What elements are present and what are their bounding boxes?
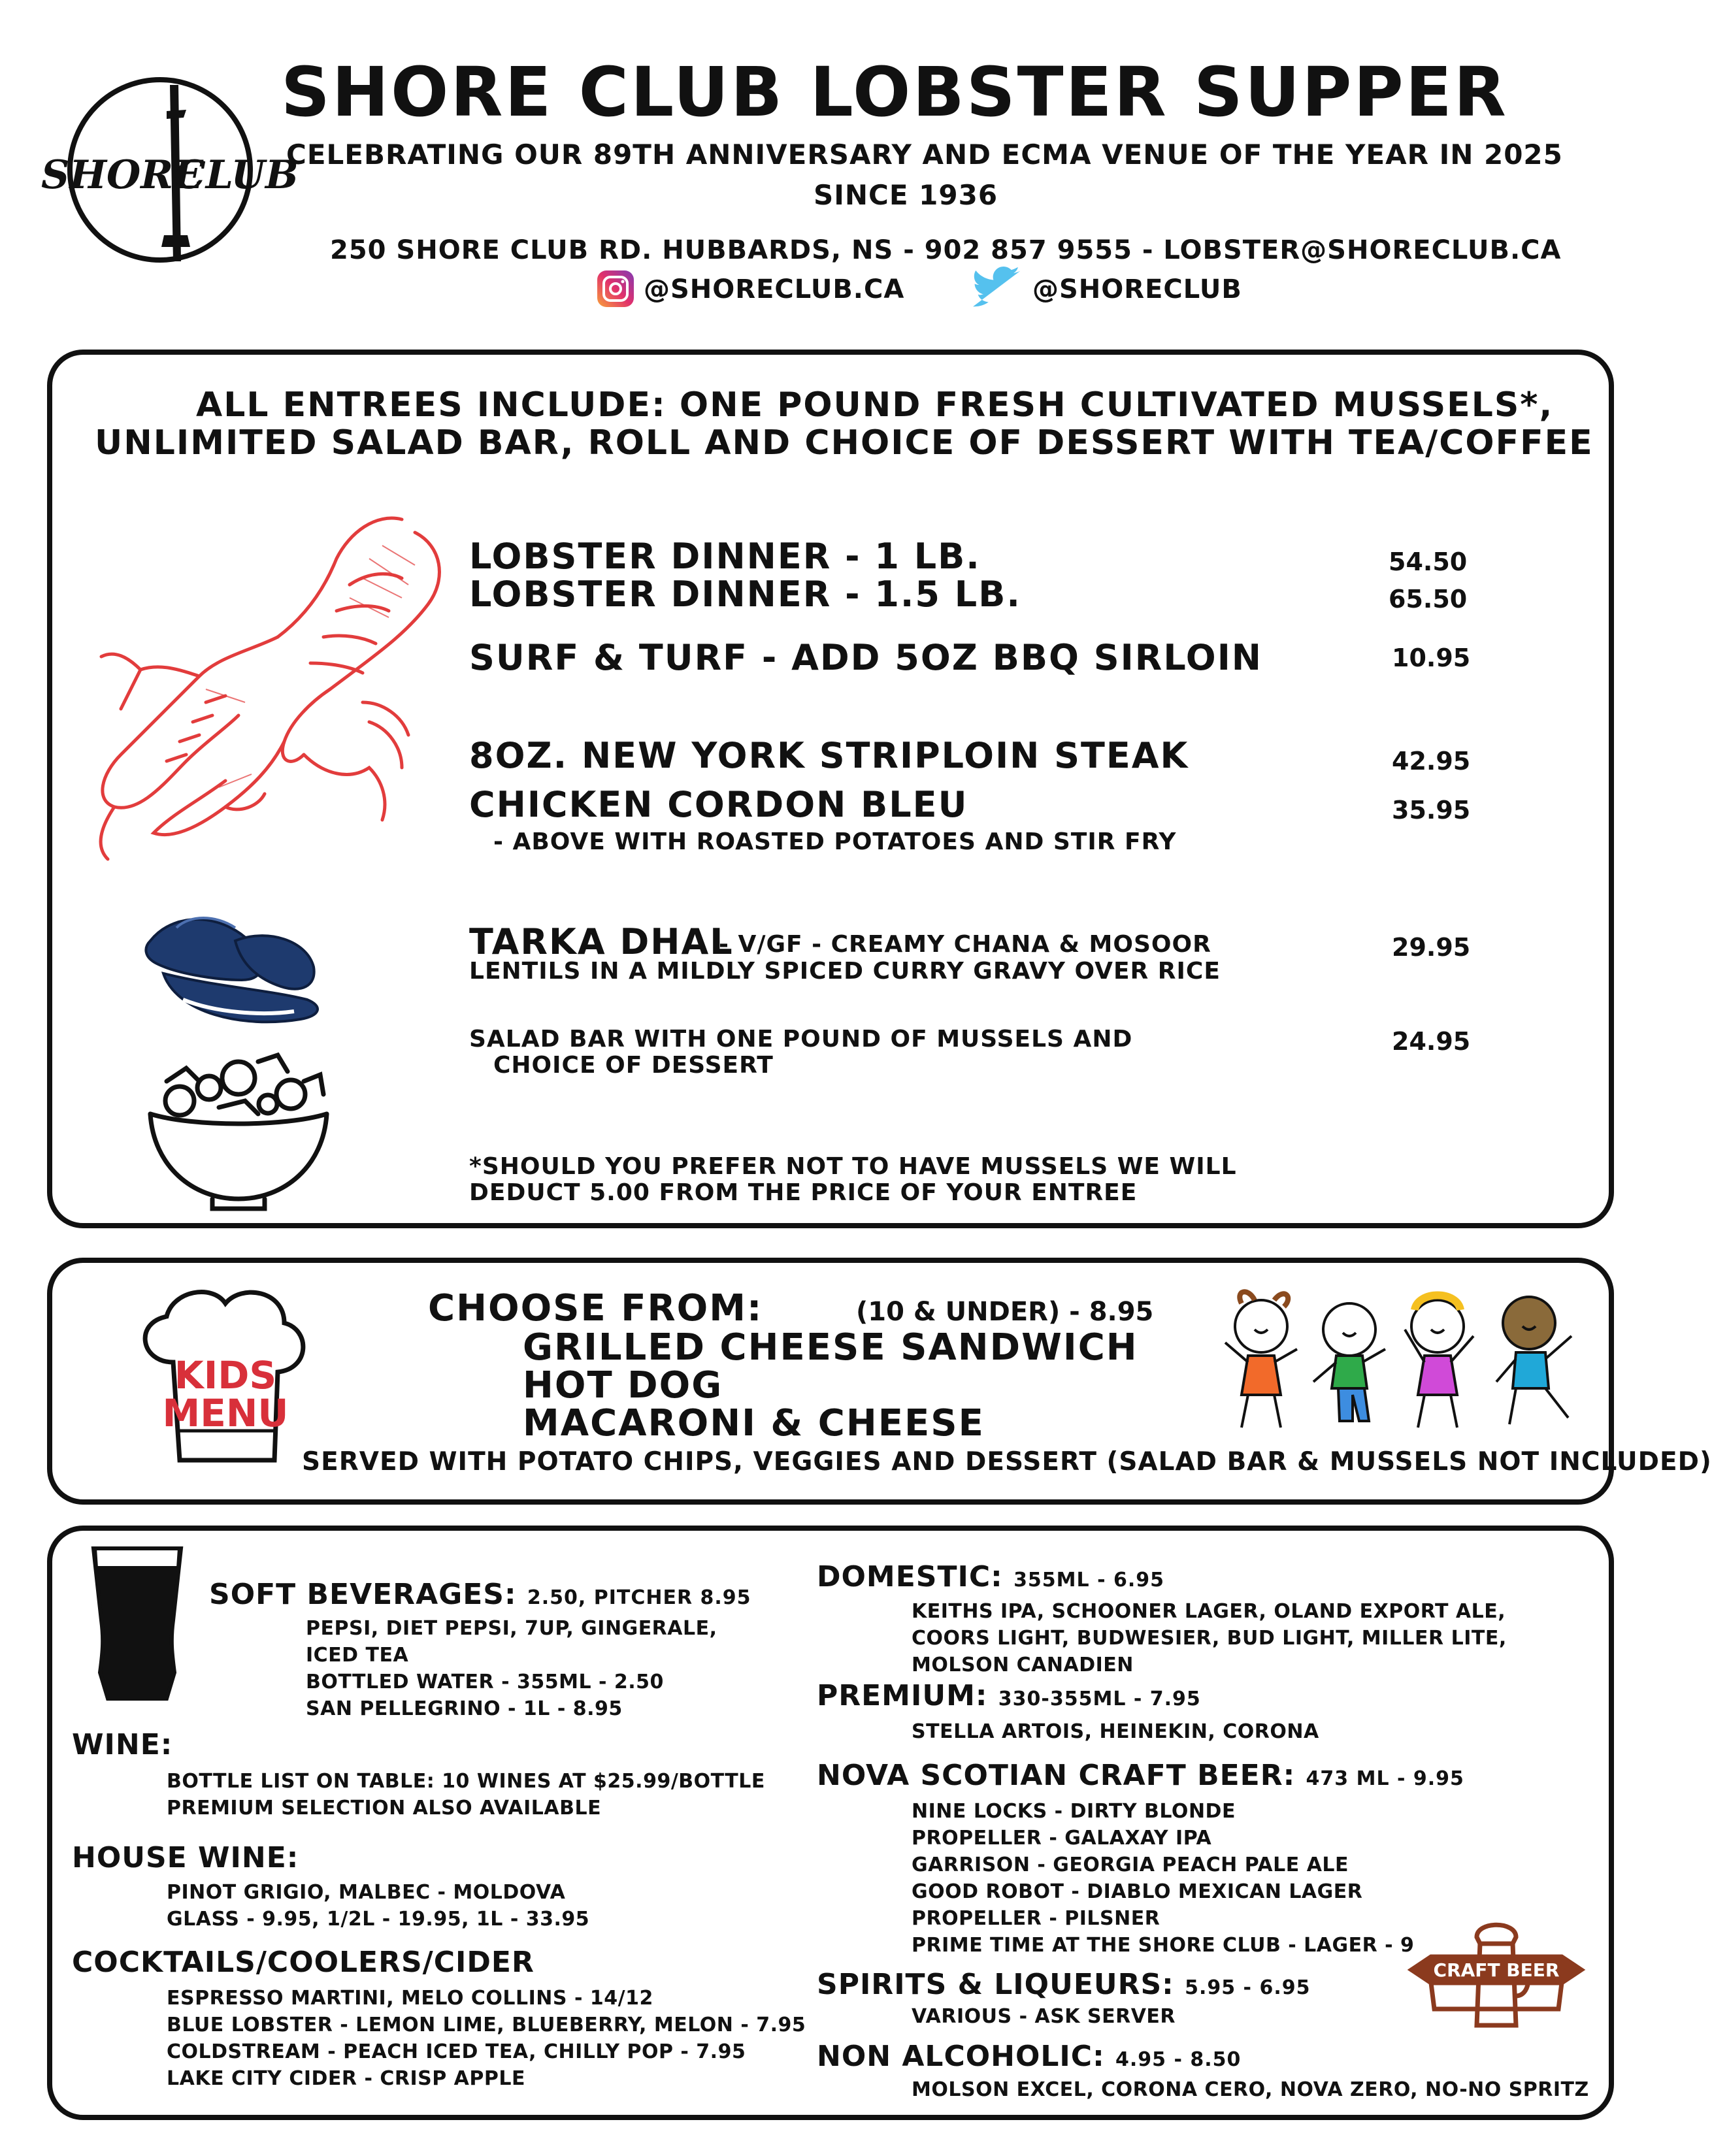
spirits-title: SPIRITS & LIQUEURS: [817,1968,1174,2001]
non-alcoholic-list [912,2076,1589,2103]
page-title: SHORE CLUB LOBSTER SUPPER [281,52,1508,132]
instagram-handle[interactable]: @SHORECLUB.CA [644,274,905,304]
list-item: PRIME TIME AT THE SHORE CLUB - LAGER - 9 [912,1934,1415,1957]
premium-heading [817,1679,1201,1712]
soft-beverages-price: 2.50, PITCHER 8.95 [527,1586,751,1609]
twitter-icon[interactable] [970,269,1023,312]
domestic-heading [817,1560,1164,1593]
includes-line-2: UNLIMITED SALAD BAR, ROLL AND CHOICE OF DESSERT WITH TEA/COFFEE [95,423,1594,463]
price-striploin: 42.95 [1392,747,1471,776]
house-wine-list [167,1879,589,1933]
menu-item-striploin: 8OZ. NEW YORK STRIPLOIN STEAK [469,735,1189,776]
list-item: GOOD ROBOT - DIABLO MEXICAN LAGER [912,1880,1363,1903]
tarka-dhal-desc-1: - V/GF - CREAMY CHANA & MOSOOR [719,931,1211,958]
domestic-price: 355ML - 6.95 [1013,1569,1165,1592]
shore-club-logo [36,72,299,268]
list-item: PROPELLER - PILSNER [912,1907,1161,1930]
cocktails-heading: COCKTAILS/COOLERS/CIDER [72,1946,535,1979]
mussels-deduct-note-2: DEDUCT 5.00 FROM THE PRICE OF YOUR ENTREE [469,1179,1138,1206]
list-item: NINE LOCKS - DIRTY BLONDE [912,1800,1236,1823]
mussels-illustration [137,902,327,1032]
craft-badge-text: CRAFT BEER [1433,1959,1560,1981]
kids-badge-line-2: MENU [162,1391,289,1435]
craft-beer-price: 473 ML - 9.95 [1306,1767,1464,1790]
includes-line-1: ALL ENTREES INCLUDE: ONE POUND FRESH CULTIVATED MUSSELS*, [196,385,1554,425]
list-item: GARRISON - GEORGIA PEACH PALE ALE [912,1854,1349,1876]
soft-beverages-title: SOFT BEVERAGES: [209,1578,517,1611]
price-lobster-1lb: 54.50 [1389,547,1468,576]
list-item: KEITHS IPA, SCHOONER LAGER, OLAND EXPORT ALE, [912,1600,1506,1623]
menu-item-cordon-bleu: CHICKEN CORDON BLEU [469,784,968,825]
logo-text-club: Club [174,152,299,198]
list-item: COLDSTREAM - PEACH ICED TEA, CHILLY POP - 7.95 [167,2040,746,2063]
soft-beverages-heading [209,1578,751,1611]
list-item: VARIOUS - ASK SERVER [912,2005,1176,2028]
menu-item-lobster-1lb: LOBSTER DINNER - 1 LB. [469,536,981,577]
since-year: SINCE 1936 [814,179,998,211]
spirits-heading [817,1968,1310,2001]
list-item: BOTTLE LIST ON TABLE: 10 WINES AT $25.99/BOTTLE [167,1770,765,1793]
house-wine-heading: HOUSE WINE: [72,1841,299,1874]
spirits-list [912,2003,1176,2030]
logo-text-shore: Shore [41,152,203,198]
list-item: BLUE LOBSTER - LEMON LIME, BLUEBERRY, MELON - 7.95 [167,2014,806,2036]
kids-choose-from: CHOOSE FROM: [428,1287,763,1330]
menu-item-surf-turf: SURF & TURF - ADD 5OZ BBQ SIRLOIN [469,637,1263,678]
price-tarka-dhal: 29.95 [1392,933,1471,962]
price-lobster-1-5lb: 65.50 [1389,585,1468,613]
domestic-title: DOMESTIC: [817,1560,1003,1593]
kids-illustration [1222,1290,1588,1434]
craft-beer-badge [1405,1918,1588,2032]
price-salad-bar: 24.95 [1392,1027,1471,1056]
list-item: BOTTLED WATER - 355ML - 2.50 [306,1671,664,1693]
non-alcoholic-title: NON ALCOHOLIC: [817,2040,1105,2073]
twitter-handle[interactable]: @SHORECLUB [1032,274,1242,304]
kids-item-grilled-cheese: GRILLED CHEESE SANDWICH [523,1326,1138,1369]
list-item: GLASS - 9.95, 1/2L - 19.95, 1L - 33.95 [167,1908,590,1931]
craft-beer-title: NOVA SCOTIAN CRAFT BEER: [817,1759,1296,1792]
menu-item-lobster-1-5lb: LOBSTER DINNER - 1.5 LB. [469,574,1021,615]
list-item: ICED TEA [306,1644,409,1667]
kids-served-with: SERVED WITH POTATO CHIPS, VEGGIES AND DESSERT (SALAD BAR & MUSSELS NOT INCLUDED) [302,1447,1712,1477]
list-item: ESPRESSO MARTINI, MELO COLLINS - 14/12 [167,1987,653,2010]
kids-age-price: (10 & UNDER) - 8.95 [856,1297,1154,1327]
premium-list [912,1718,1319,1745]
lobster-illustration [75,506,454,866]
list-item: SAN PELLEGRINO - 1L - 8.95 [306,1697,623,1720]
wine-heading: WINE: [72,1728,173,1761]
list-item: MOLSON CANADIEN [912,1654,1134,1676]
list-item: PROPELLER - GALAXAY IPA [912,1827,1212,1850]
list-item: PEPSI, DIET PEPSI, 7UP, GINGERALE, [306,1617,717,1640]
price-cordon-bleu: 35.95 [1392,796,1471,825]
kids-item-hot-dog: HOT DOG [523,1364,723,1407]
salad-bowl-illustration [140,1042,337,1212]
premium-title: PREMIUM: [817,1679,988,1712]
list-item: PINOT GRIGIO, MALBEC - MOLDOVA [167,1881,566,1904]
kids-item-mac-cheese: MACARONI & CHEESE [523,1402,985,1445]
list-item: PREMIUM SELECTION ALSO AVAILABLE [167,1797,602,1820]
craft-beer-list [912,1798,1414,1959]
list-item: LAKE CITY CIDER - CRISP APPLE [167,2067,525,2090]
kids-menu-badge [127,1284,317,1473]
non-alcoholic-heading [817,2040,1241,2073]
beer-glass-illustration [88,1542,186,1705]
roasted-potatoes-note: - ABOVE WITH ROASTED POTATOES AND STIR FRY [493,828,1177,855]
anniversary-subtitle: CELEBRATING OUR 89TH ANNIVERSARY AND ECMA VENUE OF THE YEAR IN 2025 [286,139,1563,171]
wine-list [167,1768,765,1821]
domestic-list [912,1598,1507,1678]
premium-price: 330-355ML - 7.95 [998,1688,1201,1710]
salad-bar-line-1: SALAD BAR WITH ONE POUND OF MUSSELS AND [469,1026,1133,1053]
cocktails-list [167,1985,806,2092]
list-item: MOLSON EXCEL, CORONA CERO, NOVA ZERO, NO-NO SPRITZ [912,2078,1589,2101]
list-item: STELLA ARTOIS, HEINEKIN, CORONA [912,1720,1319,1743]
spirits-price: 5.95 - 6.95 [1185,1976,1311,1999]
craft-beer-heading [817,1759,1464,1792]
salad-bar-line-2: CHOICE OF DESSERT [493,1052,774,1079]
list-item: COORS LIGHT, BUDWESIER, BUD LIGHT, MILLER LITE, [912,1627,1507,1650]
price-surf-turf: 10.95 [1392,644,1471,672]
non-alcoholic-price: 4.95 - 8.50 [1115,2048,1242,2071]
contact-info: 250 SHORE CLUB RD. HUBBARDS, NS - 902 857 9555 - LOBSTER@SHORECLUB.CA [330,235,1562,265]
mussels-deduct-note-1: *SHOULD YOU PREFER NOT TO HAVE MUSSELS WE WILL [469,1153,1237,1180]
kids-badge-line-1: KIDS [174,1353,277,1397]
instagram-icon[interactable] [596,269,635,308]
menu-item-tarka-dhal: TARKA DHAL [469,921,734,962]
soft-beverages-list [306,1615,717,1722]
tarka-dhal-desc-2: LENTILS IN A MILDLY SPICED CURRY GRAVY OVER RICE [469,958,1221,985]
